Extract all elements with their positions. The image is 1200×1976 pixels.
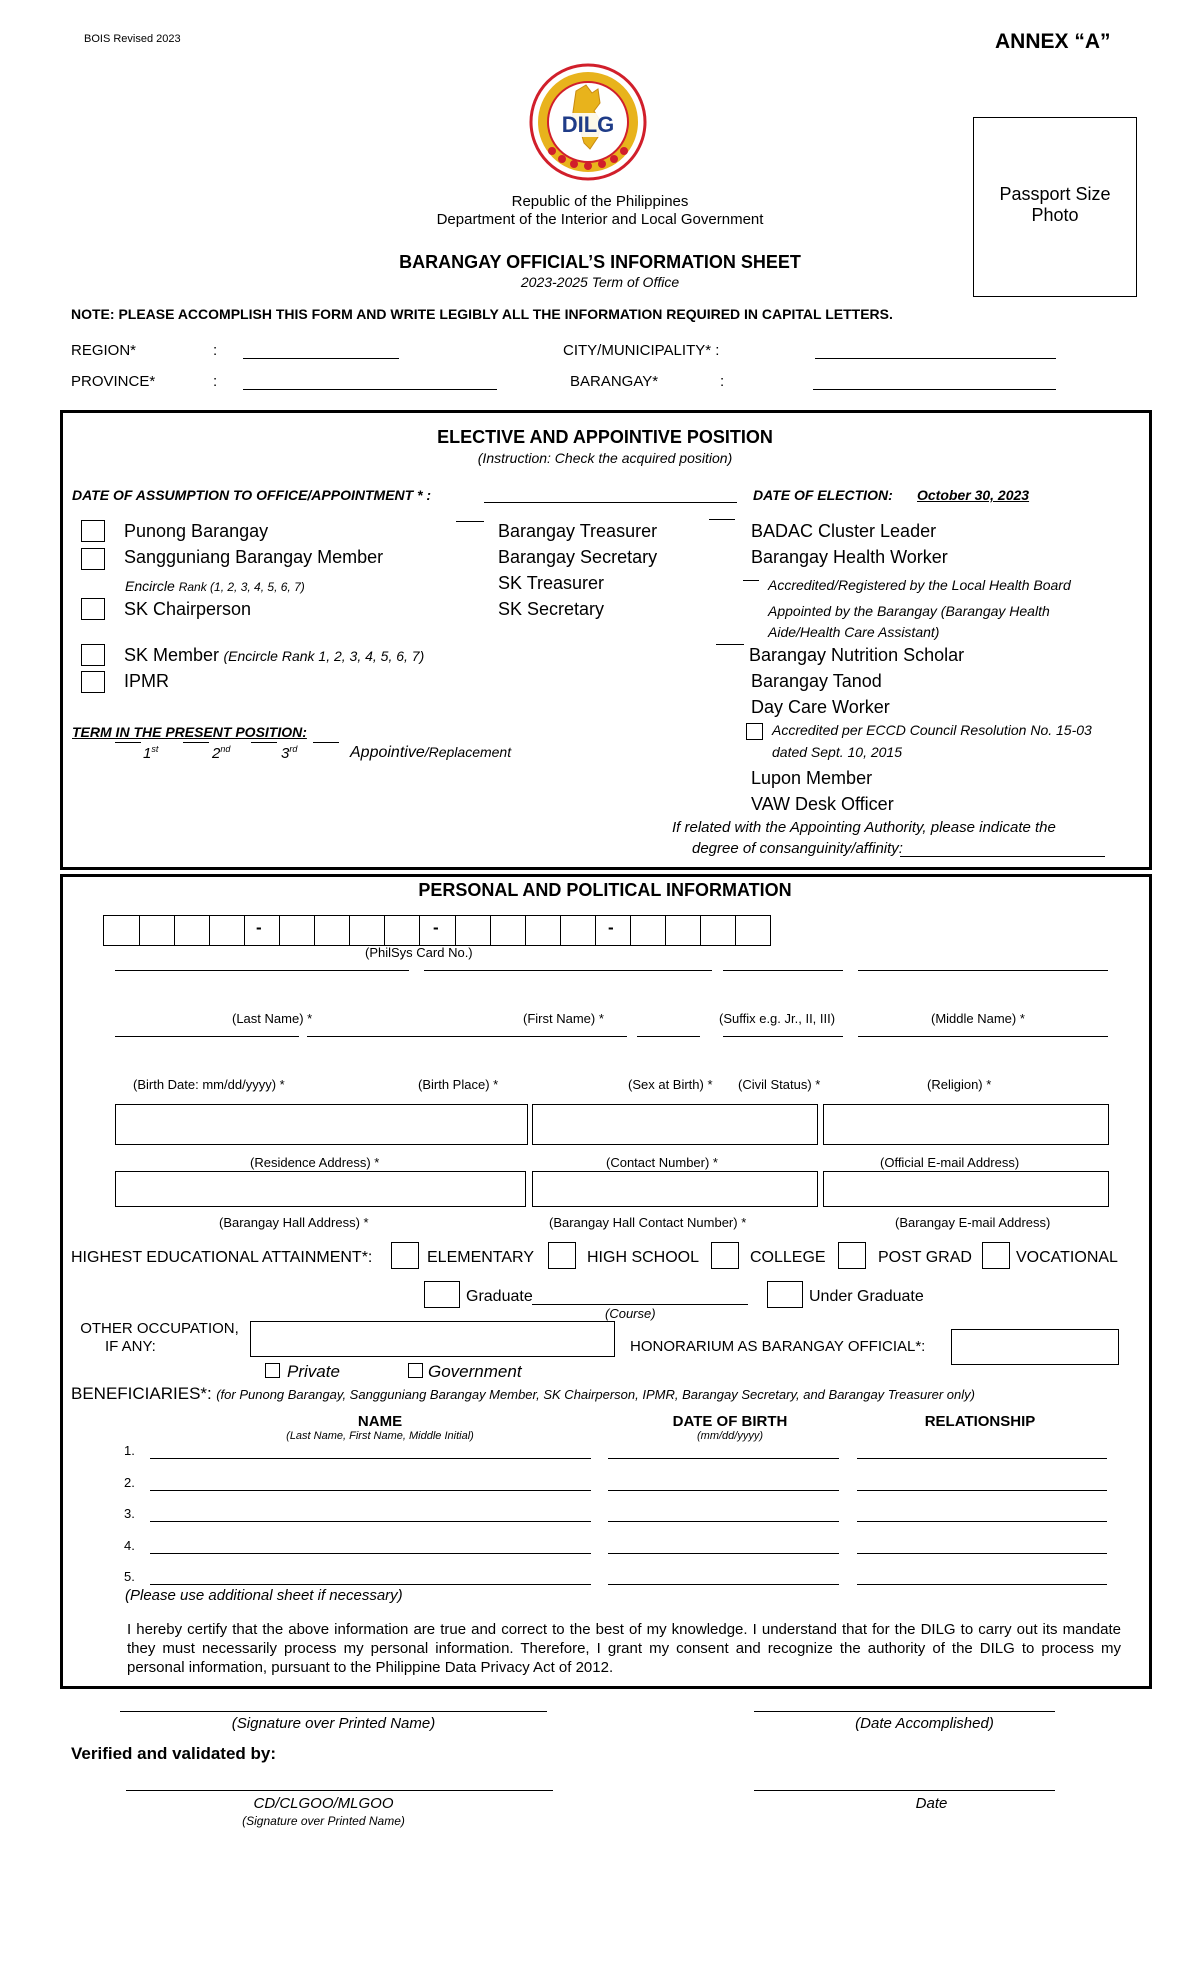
college-label: COLLEGE [750, 1249, 826, 1266]
vocational-checkbox[interactable] [982, 1242, 1010, 1269]
private-checkbox[interactable] [265, 1363, 280, 1378]
suffix-field[interactable] [723, 970, 843, 971]
hall-email-field[interactable] [823, 1171, 1109, 1207]
philsys-digit-cell[interactable] [314, 916, 315, 945]
philsys-digit-cell[interactable] [419, 916, 420, 945]
appointed-line2: Aide/Health Care Assistant) [768, 624, 940, 640]
treasurer-label: Barangay Treasurer [498, 521, 658, 541]
sk-secretary-label: SK Secretary [498, 599, 605, 619]
lupon-label: Lupon Member [751, 768, 873, 788]
dilg-seal-logo [528, 63, 648, 181]
election-label: DATE OF ELECTION: [753, 487, 893, 503]
beneficiaries-header [71, 1384, 975, 1404]
philsys-dash-1: - [256, 918, 262, 937]
philsys-digit-cell[interactable] [384, 916, 385, 945]
term-3-label [281, 744, 297, 762]
col-dob-sub: (mm/dd/yyyy) [697, 1430, 763, 1442]
beneficiary-row-number: 3. [124, 1506, 135, 1521]
col-name-sub: (Last Name, First Name, Middle Initial) [286, 1430, 474, 1442]
logo-text: DILG [561, 112, 615, 137]
philsys-digit-cell[interactable] [174, 916, 175, 945]
last-name-label: (Last Name) * [232, 1011, 313, 1026]
colon: : [213, 373, 218, 390]
col-rel-header: RELATIONSHIP [924, 1413, 1036, 1430]
eccd-line2: dated Sept. 10, 2015 [772, 744, 902, 760]
philsys-digit-cell[interactable] [490, 916, 491, 945]
under-graduate-checkbox[interactable] [767, 1281, 803, 1308]
college-checkbox[interactable] [711, 1242, 739, 1269]
consanguinity-field[interactable] [900, 856, 1105, 857]
region-field[interactable] [243, 358, 399, 359]
philsys-digit-cell[interactable] [139, 916, 140, 945]
term-1-label [143, 744, 158, 762]
beneficiary-dob-field[interactable] [608, 1553, 839, 1554]
occupation-label-line2: IF ANY: [105, 1338, 156, 1355]
sk-chairperson-checkbox[interactable] [81, 598, 105, 620]
election-date: October 30, 2023 [917, 487, 1030, 503]
nutrition-label: Barangay Nutrition Scholar [749, 645, 965, 665]
birth-place-label: (Birth Place) * [418, 1077, 499, 1092]
graduate-checkbox[interactable] [424, 1281, 460, 1308]
vocational-label: VOCATIONAL [1016, 1249, 1118, 1266]
sex-label: (Sex at Birth) * [628, 1077, 713, 1092]
appointive-label [350, 744, 511, 762]
tanod-label: Barangay Tanod [751, 671, 882, 691]
honorarium-field[interactable] [951, 1329, 1119, 1365]
beneficiary-dob-field[interactable] [608, 1584, 839, 1585]
elective-section [60, 410, 1152, 870]
hall-address-field[interactable] [115, 1171, 526, 1207]
private-label: Private [287, 1362, 340, 1381]
beneficiary-name-field[interactable] [150, 1490, 591, 1491]
philsys-dash-2: - [433, 918, 439, 937]
philsys-digit-cell[interactable] [209, 916, 210, 945]
secretary-label: Barangay Secretary [498, 547, 658, 567]
beneficiary-relationship-field[interactable] [857, 1553, 1107, 1554]
civil-status-label: (Civil Status) * [738, 1077, 821, 1092]
philsys-digit-cell[interactable] [595, 916, 596, 945]
sk-member-row [124, 645, 424, 666]
punong-barangay-label: Punong Barangay [124, 521, 269, 541]
ipmr-checkbox[interactable] [81, 671, 105, 693]
term-2-number: 2 [212, 745, 221, 762]
officer-signature-field[interactable] [126, 1790, 553, 1791]
country-label: Republic of the Philippines [511, 193, 689, 210]
colon: : [213, 342, 218, 359]
middle-name-label: (Middle Name) * [931, 1011, 1025, 1026]
department-label: Department of the Interior and Local Government [436, 211, 764, 228]
personal-title: PERSONAL AND POLITICAL INFORMATION [418, 880, 792, 900]
sk-treasurer-label: SK Treasurer [498, 573, 605, 593]
beneficiary-dob-field[interactable] [608, 1458, 839, 1459]
accredited-lhb-field[interactable] [743, 580, 759, 581]
barangay-label: BARANGAY* [570, 373, 659, 390]
beneficiary-name-field[interactable] [150, 1521, 591, 1522]
beneficiary-relationship-field[interactable] [857, 1584, 1107, 1585]
graduate-label: Graduate [466, 1288, 533, 1305]
contact-label: (Contact Number) * [606, 1155, 718, 1170]
philsys-digit-cell[interactable] [244, 916, 245, 945]
signature-field[interactable] [120, 1711, 547, 1712]
beneficiary-row-number: 1. [124, 1443, 135, 1458]
verification-date-field[interactable] [754, 1790, 1055, 1791]
term-1-field[interactable] [115, 742, 141, 743]
philsys-digit-cell[interactable] [700, 916, 701, 945]
sk-member-label: SK Member [124, 645, 220, 665]
beneficiary-relationship-field[interactable] [857, 1458, 1107, 1459]
hall-contact-field[interactable] [532, 1171, 818, 1207]
term-1-number: 1 [143, 745, 152, 762]
col-name-header: NAME [357, 1413, 403, 1430]
middle-name-field[interactable] [858, 970, 1108, 971]
eccd-checkbox[interactable] [746, 723, 763, 740]
last-name-field[interactable] [115, 970, 409, 971]
health-worker-label: Barangay Health Worker [751, 547, 948, 567]
government-label: Government [428, 1362, 522, 1381]
birth-place-field[interactable] [307, 1036, 627, 1037]
sex-field[interactable] [637, 1036, 700, 1037]
philsys-digit-cell[interactable] [665, 916, 666, 945]
vaw-label: VAW Desk Officer [751, 794, 894, 814]
term-of-office: 2023-2025 Term of Office [520, 274, 680, 290]
high-school-checkbox[interactable] [548, 1242, 576, 1269]
first-name-field[interactable] [424, 970, 712, 971]
beneficiary-row-number: 4. [124, 1538, 135, 1553]
term-3-number: 3 [281, 745, 290, 762]
religion-label: (Religion) * [927, 1077, 992, 1092]
beneficiary-relationship-field[interactable] [857, 1521, 1107, 1522]
course-field[interactable] [532, 1304, 748, 1305]
additional-sheet-note: (Please use additional sheet if necessary) [125, 1587, 403, 1604]
treasurer-field[interactable] [456, 521, 484, 522]
sk-member-checkbox[interactable] [81, 644, 105, 666]
religion-field[interactable] [858, 1036, 1108, 1037]
term-3-field[interactable] [251, 742, 277, 743]
elementary-checkbox[interactable] [391, 1242, 419, 1269]
ipmr-label: IPMR [124, 671, 169, 691]
birth-date-label: (Birth Date: mm/dd/yyyy) * [133, 1077, 285, 1092]
elementary-label: ELEMENTARY [427, 1249, 534, 1266]
sangguniang-label: Sangguniang Barangay Member [124, 547, 384, 567]
revision-label: BOIS Revised 2023 [84, 33, 181, 45]
date-accomplished-label: (Date Accomplished) [855, 1715, 994, 1732]
sk-member-rank: (Encircle Rank 1, 2, 3, 4, 5, 6, 7) [223, 648, 425, 664]
appointive-text: Appointive [350, 744, 425, 761]
post-grad-label: POST GRAD [878, 1249, 972, 1266]
suffix-label: (Suffix e.g. Jr., II, III) [719, 1011, 836, 1026]
philsys-digit-cell[interactable] [455, 916, 456, 945]
annex-label: ANNEX “A” [995, 30, 1111, 53]
officer-signature-label: (Signature over Printed Name) [242, 1814, 405, 1828]
education-label: HIGHEST EDUCATIONAL ATTAINMENT*: [71, 1249, 373, 1266]
term-label: TERM IN THE PRESENT POSITION: [72, 724, 307, 740]
officer-label: CD/CLGOO/MLGOO [253, 1795, 394, 1812]
philsys-digit-cell[interactable] [560, 916, 561, 945]
photo-label-line2: Photo [1031, 205, 1079, 225]
related-line1: If related with the Appointing Authority, please indicate the [672, 819, 1056, 836]
encircle-rank-note [125, 578, 305, 594]
beneficiary-name-field[interactable] [150, 1458, 591, 1459]
province-label: PROVINCE* [71, 373, 156, 390]
verified-label: Verified and validated by: [71, 1744, 277, 1763]
punong-barangay-checkbox[interactable] [81, 520, 105, 542]
appointed-line1: Appointed by the Barangay (Barangay Health [768, 603, 1050, 619]
related-line2: degree of consanguinity/affinity: [692, 840, 903, 857]
nutrition-field[interactable] [716, 644, 744, 645]
email-field[interactable] [823, 1104, 1109, 1145]
elective-instruction: (Instruction: Check the acquired position) [477, 450, 733, 466]
email-label: (Official E-mail Address) [880, 1155, 1020, 1170]
date-accomplished-field[interactable] [754, 1711, 1055, 1712]
hall-contact-label: (Barangay Hall Contact Number) * [549, 1215, 747, 1230]
encircle-rank: Rank (1, 2, 3, 4, 5, 6, 7) [178, 580, 305, 594]
beneficiaries-label: BENEFICIARIES*: [71, 1384, 212, 1403]
other-occupation-field[interactable] [250, 1321, 615, 1357]
replacement-text: /Replacement [424, 744, 512, 760]
sangguniang-checkbox[interactable] [81, 548, 105, 570]
sk-chairperson-label: SK Chairperson [124, 599, 252, 619]
beneficiary-name-field[interactable] [150, 1584, 591, 1585]
assumption-date-field[interactable] [484, 502, 737, 503]
philsys-digit-cell[interactable] [349, 916, 350, 945]
daycare-label: Day Care Worker [751, 697, 890, 717]
instruction-note: NOTE: PLEASE ACCOMPLISH THIS FORM AND WRITE LEGIBLY ALL THE INFORMATION REQUIRED IN CAPITAL LETTERS. [71, 306, 893, 322]
elective-title: ELECTIVE AND APPOINTIVE POSITION [437, 427, 773, 447]
personal-section [60, 874, 1152, 1689]
birth-date-field[interactable] [115, 1036, 299, 1037]
assumption-label: DATE OF ASSUMPTION TO OFFICE/APPOINTMENT * : [72, 487, 432, 503]
page-title: BARANGAY OFFICIAL’S INFORMATION SHEET [399, 252, 801, 272]
appointive-field[interactable] [313, 742, 339, 743]
eccd-line1: Accredited per ECCD Council Resolution No. 15-03 [772, 722, 1092, 738]
photo-label-line1: Passport Size [999, 184, 1111, 204]
term-1-sup: st [151, 744, 159, 754]
beneficiary-relationship-field[interactable] [857, 1490, 1107, 1491]
beneficiary-row-number: 5. [124, 1569, 135, 1584]
philsys-label: (PhilSys Card No.) [365, 945, 473, 960]
beneficiary-dob-field[interactable] [608, 1521, 839, 1522]
government-checkbox[interactable] [408, 1363, 423, 1378]
certification-text: I hereby certify that the above information are true and correct to the best of my knowledge. I understand that for the DILG to carry out its mandate they must necessarily process my personal information. Therefore, I grant my consent and recognize the authority of the DILG to process my personal information, pursuant to the Philippine Data Privacy Act of 2012. [127, 1621, 1121, 1676]
philsys-digit-cell[interactable] [279, 916, 280, 945]
barangay-field[interactable] [813, 389, 1056, 390]
first-name-label: (First Name) * [523, 1011, 604, 1026]
honorarium-label: HONORARIUM AS BARANGAY OFFICIAL*: [630, 1338, 926, 1355]
philsys-digit-cell[interactable] [735, 916, 736, 945]
province-field[interactable] [243, 389, 497, 390]
city-label: CITY/MUNICIPALITY* : [563, 342, 720, 359]
signature-label: (Signature over Printed Name) [231, 1715, 436, 1732]
philsys-digit-cell[interactable] [630, 916, 631, 945]
under-graduate-label: Under Graduate [809, 1288, 924, 1305]
occupation-label-line1: OTHER OCCUPATION, [80, 1320, 239, 1337]
passport-photo-box[interactable] [973, 117, 1137, 297]
badac-label: BADAC Cluster Leader [751, 521, 937, 541]
term-2-sup: nd [220, 744, 231, 754]
post-grad-checkbox[interactable] [838, 1242, 866, 1269]
beneficiary-row-number: 2. [124, 1475, 135, 1490]
col-dob-header: DATE OF BIRTH [672, 1413, 788, 1430]
philsys-dash-3: - [608, 918, 614, 937]
philsys-digit-cell[interactable] [525, 916, 526, 945]
verification-date-label: Date [915, 1795, 948, 1812]
city-field[interactable] [815, 358, 1056, 359]
civil-status-field[interactable] [723, 1036, 843, 1037]
beneficiary-name-field[interactable] [150, 1553, 591, 1554]
hall-address-label: (Barangay Hall Address) * [219, 1215, 369, 1230]
term-3-sup: rd [289, 744, 298, 754]
beneficiaries-note: (for Punong Barangay, Sangguniang Barangay Member, SK Chairperson, IPMR, Barangay Secretary, and Barangay Treasurer only) [216, 1387, 975, 1402]
encircle-label: Encircle [125, 578, 175, 594]
term-2-label [212, 744, 230, 762]
region-label: REGION* [71, 342, 137, 359]
residence-address-field[interactable] [115, 1104, 528, 1145]
hall-email-label: (Barangay E-mail Address) [895, 1215, 1051, 1230]
term-2-field[interactable] [183, 742, 209, 743]
badac-field[interactable] [709, 519, 735, 520]
course-label: (Course) [605, 1306, 656, 1321]
accredited-lhb-label: Accredited/Registered by the Local Health Board [768, 577, 1071, 593]
beneficiary-dob-field[interactable] [608, 1490, 839, 1491]
colon: : [720, 373, 725, 390]
contact-number-field[interactable] [532, 1104, 818, 1145]
residence-label: (Residence Address) * [250, 1155, 380, 1170]
high-school-label: HIGH SCHOOL [587, 1249, 700, 1266]
